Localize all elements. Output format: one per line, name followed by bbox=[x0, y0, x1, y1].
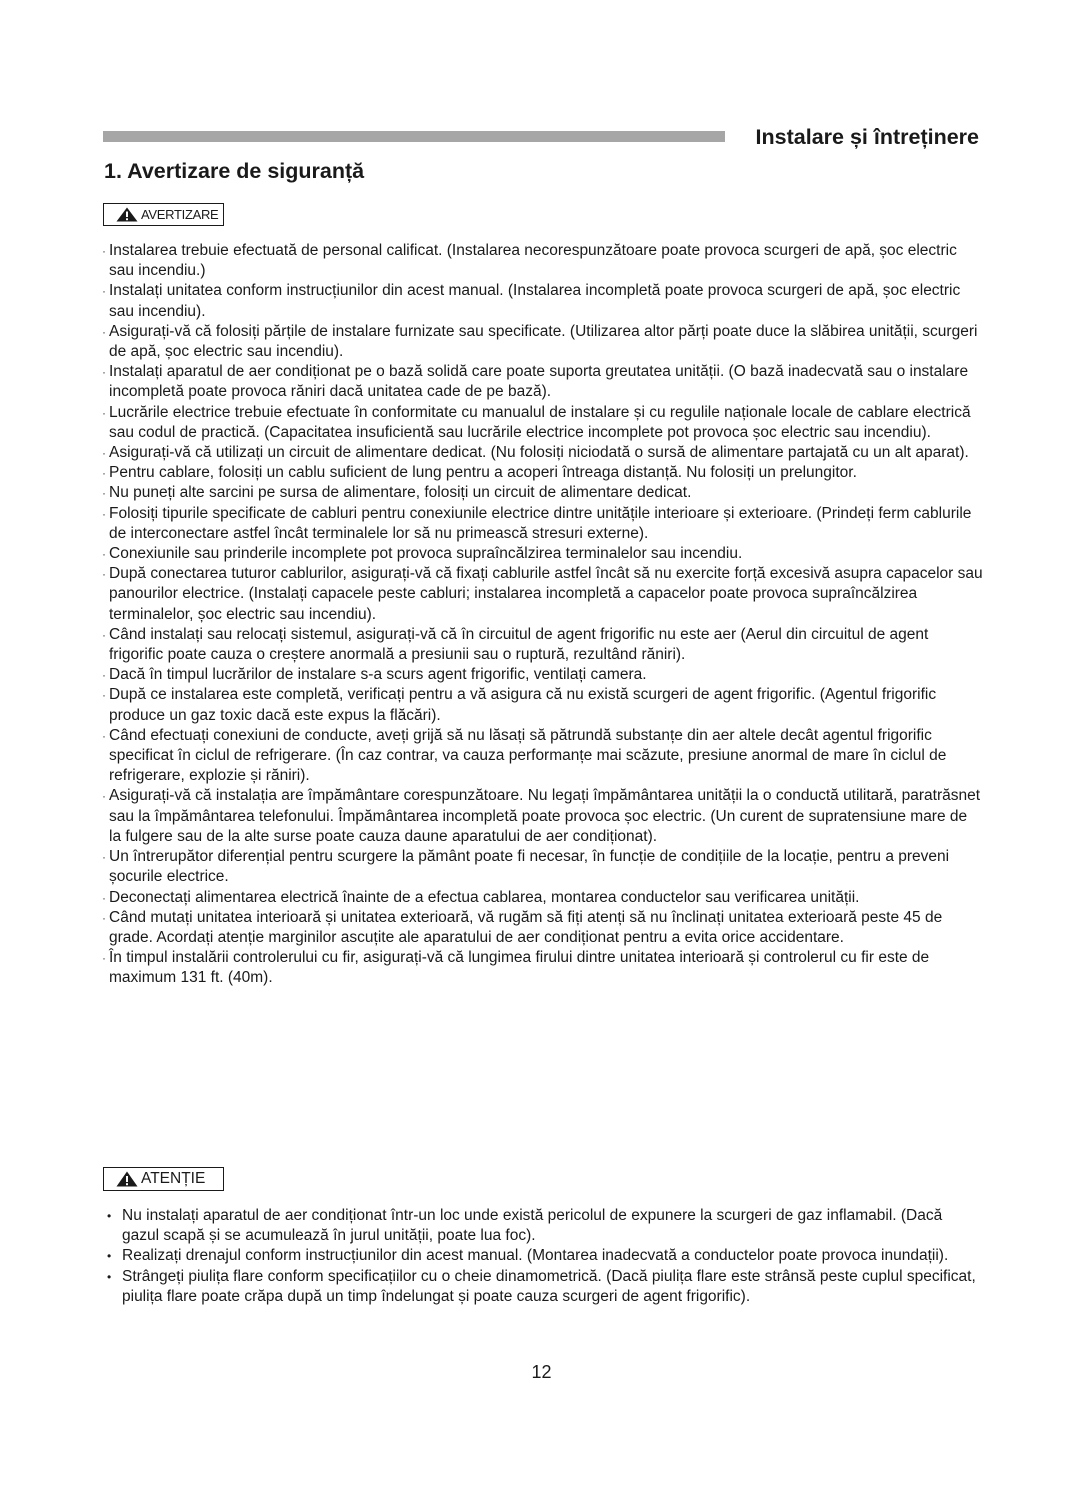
warning-label-text: AVERTIZARE bbox=[141, 207, 219, 222]
warning-item: · Asigurați-vă că utilizați un circuit de alimentare dedicat. (Nu folosiți niciodată o sursă de alimentare partajată cu un alt aparat). bbox=[103, 443, 983, 463]
warning-item: · Conexiunile sau prinderile incomplete pot provoca supraîncălzirea terminalelor sau incendiu. bbox=[103, 544, 983, 564]
warning-item: · Dacă în timpul lucrărilor de instalare s-a scurs agent frigorific, ventilați camera. bbox=[103, 665, 983, 685]
warning-item: · Instalați aparatul de aer condiționat pe o bază solidă care poate suporta greutatea unității. (O bază inadecvată sau o instalare incompletă poate provoca răniri dacă unitatea cade de pe bază). bbox=[103, 362, 983, 402]
warning-item: · Când instalați sau relocați sistemul, asigurați-vă că în circuitul de agent frigorific nu este aer (Aerul din circuitul de agent frigorific poate cauza o creștere anormală a presiunii sau o ruptură, rezultând răniri). bbox=[103, 625, 983, 665]
warning-item: · După conectarea tuturor cablurilor, asigurați-vă că fixați cablurile astfel încât să nu exercite forță excesivă asupra capacelor sau panourilor electrice. (Instalați capacele peste cabluri; instalarea incompletă a capacelor poate provoca supraîncălzirea terminalelor, șoc electric sau incendiu). bbox=[103, 564, 983, 625]
caution-item: • Strângeți piulița flare conform specificațiilor cu o cheie dinamometrică. (Dacă piulița flare este strânsă peste cuplul specificat, piulița flare poate crăpa după un timp îndelungat și poate cauza scurgeri de agent frigorific). bbox=[103, 1267, 983, 1307]
warning-item: · Pentru cablare, folosiți un cablu suficient de lung pentru a acoperi întreaga distanță. Nu folosiți un prelungitor. bbox=[103, 463, 983, 483]
page-number: 12 bbox=[531, 1362, 552, 1382]
warning-item: · Când efectuați conexiuni de conducte, aveți grijă să nu lăsați să pătrundă substanțe din aer altele decât agentul frigorific specificat în ciclul de refrigerare. (În caz contrar, va cauza performanțe mai scăzute, presiune anormal de mare în ciclul de refrigerare, explozie și răniri). bbox=[103, 726, 983, 787]
warning-item: · Instalați unitatea conform instrucțiunilor din acest manual. (Instalarea incompletă poate provoca scurgeri de apă, șoc electric sau incendiu). bbox=[103, 281, 983, 321]
section-title: 1. Avertizare de siguranță bbox=[104, 159, 365, 183]
warning-item: · Când mutați unitatea interioară și unitatea exterioară, vă rugăm să fiți atenți să nu înclinați unitatea exterioară peste 45 de grade. Acordați atenție marginilor ascuțite ale aparatului de aer condiționat pentru a evita orice accidentare. bbox=[103, 908, 983, 948]
warning-item: · Folosiți tipurile specificate de cabluri pentru conexiunile electrice dintre unitățile interioare și exterioare. (Prindeți ferm cablurile de interconectare astfel încât terminalele lor să nu primească stresuri externe). bbox=[103, 504, 983, 544]
warning-list bbox=[103, 241, 983, 989]
warning-item: · După ce instalarea este completă, verificați pentru a vă asigura că nu există scurgeri de agent frigorific. (Agentul frigorific produce un gaz toxic dacă este expus la flăcări). bbox=[103, 685, 983, 725]
page-header-title: Instalare și întreținere bbox=[755, 125, 979, 149]
header-rule bbox=[103, 131, 725, 142]
caution-label-text: ATENȚIE bbox=[141, 1170, 206, 1187]
warning-item: · Asigurați-vă că instalația are împământare corespunzătoare. Nu legați împământarea unității la o conductă utilitară, paratrăsnet sau la împământarea telefonului. Împământarea incompletă poate provoca șoc electric. (Un curent de supratensiune mare de la fulgere sau de la alte surse poate cauza daune aparatului de aer condiționat). bbox=[103, 786, 983, 847]
warning-label-box bbox=[103, 203, 224, 226]
warning-item: · Instalarea trebuie efectuată de personal calificat. (Instalarea necorespunzătoare poate provoca scurgeri de apă, șoc electric sau incendiu.) bbox=[103, 241, 983, 281]
warning-triangle-icon bbox=[116, 207, 138, 222]
warning-triangle-icon bbox=[116, 1171, 138, 1187]
caution-list bbox=[103, 1206, 983, 1307]
warning-item: · Deconectați alimentarea electrică înainte de a efectua cablarea, montarea conductelor sau verificarea unității. bbox=[103, 888, 983, 908]
warning-item: · În timpul instalării controlerului cu fir, asigurați-vă că lungimea firului dintre unitatea interioară și controlerul cu fir este de maximum 131 ft. (40m). bbox=[103, 948, 983, 988]
warning-item: · Asigurați-vă că folosiți părțile de instalare furnizate sau specificate. (Utilizarea altor părți poate duce la slăbirea unității, scurgeri de apă, șoc electric sau incendiu). bbox=[103, 322, 983, 362]
warning-item: · Lucrările electrice trebuie efectuate în conformitate cu manualul de instalare și cu regulile naționale locale de cablare electrică sau codul de practică. (Capacitatea insuficientă sau lucrările electrice incomplete pot provoca șoc electric sau incendiu). bbox=[103, 403, 983, 443]
caution-item: • Realizați drenajul conform instrucțiunilor din acest manual. (Montarea inadecvată a conductelor poate provoca inundații). bbox=[103, 1246, 983, 1266]
warning-item: · Nu puneți alte sarcini pe sursa de alimentare, folosiți un circuit de alimentare dedicat. bbox=[103, 483, 983, 503]
caution-item: • Nu instalați aparatul de aer condiționat într-un loc unde există pericolul de expunere la scurgeri de gaz inflamabil. (Dacă gazul scapă și se acumulează în jurul unității, poate lua foc). bbox=[103, 1206, 983, 1246]
caution-label-box bbox=[103, 1167, 224, 1191]
warning-item: · Un întrerupător diferențial pentru scurgere la pământ poate fi necesar, în funcție de condițiile de la locație, pentru a preveni șocurile electrice. bbox=[103, 847, 983, 887]
